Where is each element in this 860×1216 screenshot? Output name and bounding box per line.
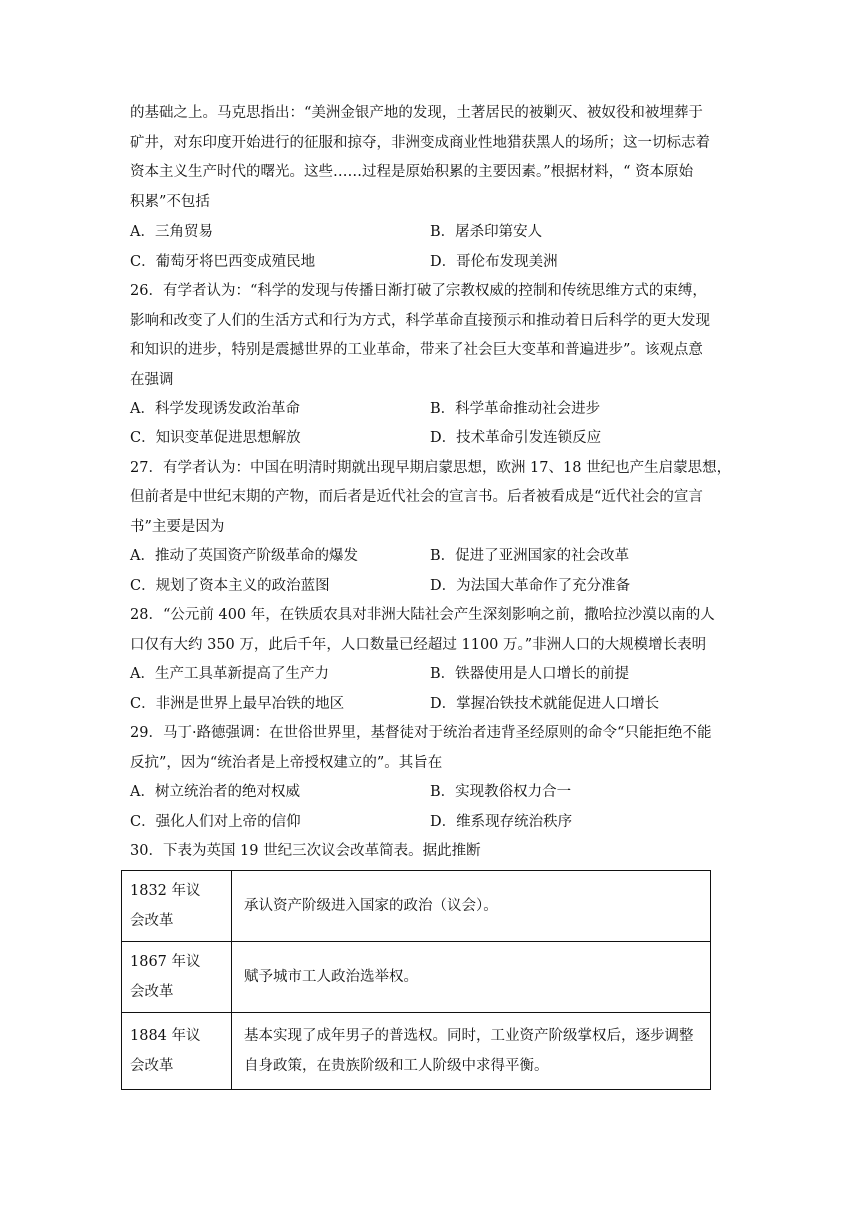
q25-line-3: 资本主义生产时代的曙光。这些……过程是原始积累的主要因素。”根据材料，“ 资本原始 — [130, 164, 694, 180]
q27-option-d: D．为法国大革命作了充分准备 — [430, 578, 631, 594]
q28-option-d: D．掌握冶铁技术就能促进人口增长 — [430, 696, 660, 712]
table-row — [122, 942, 711, 1013]
q28-line-1: 28．“公元前 400 年，在铁质农具对非洲大陆社会产生深刻影响之前，撒哈拉沙漠以南的人 — [130, 607, 715, 623]
desc-line: 赋予城市工人政治选举权。 — [244, 969, 418, 985]
q25-line-4: 积累”不包括 — [130, 194, 210, 210]
year-line: 会改革 — [130, 913, 174, 929]
q26-line-3: 和知识的进步，特别是震撼世界的工业革命，带来了社会巨大变革和普遍进步”。该观点意 — [130, 342, 703, 358]
table-desc-cell — [232, 1013, 711, 1090]
parliament-reform-table — [121, 870, 711, 1090]
q25-option-b: B．屠杀印第安人 — [430, 224, 543, 240]
q29-line-1: 29．马丁·路德强调：在世俗世界里，基督徒对于统治者违背圣经原则的命令“只能拒绝不能 — [130, 725, 712, 741]
q27-line-1: 27．有学者认为：中国在明清时期就出现早期启蒙思想，欧洲 17、18 世纪也产生启蒙思想， — [130, 460, 732, 476]
q25-line-1: 的基础之上。马克思指出：“美洲金银产地的发现，土著居民的被剿灭、被奴役和被埋葬于 — [130, 105, 703, 121]
q26-option-d: D．技术革命引发连锁反应 — [430, 430, 602, 446]
year-line: 1884 年议 — [130, 1028, 201, 1044]
q26-line-1: 26．有学者认为：“科学的发现与传播日渐打破了宗教权威的控制和传统思维方式的束缚， — [130, 283, 707, 299]
table-year-cell — [122, 1013, 232, 1090]
desc-line: 基本实现了成年男子的普选权。同时，工业资产阶级掌权后，逐步调整 — [244, 1028, 694, 1044]
q26-option-c: C．知识变革促进思想解放 — [130, 430, 301, 446]
q26-option-a: A．科学发现诱发政治革命 — [130, 401, 300, 417]
q25-option-c: C．葡萄牙将巴西变成殖民地 — [130, 254, 316, 270]
desc-line: 承认资产阶级进入国家的政治（议会）。 — [244, 898, 498, 914]
q28-option-a: A．生产工具革新提高了生产力 — [130, 666, 329, 682]
q30-line-1: 30．下表为英国 19 世纪三次议会改革简表。据此推断 — [130, 843, 481, 859]
table-row — [122, 871, 711, 942]
q25-line-2: 矿井，对东印度开始进行的征服和掠夺，非洲变成商业性地猎获黑人的场所；这一切标志着 — [130, 135, 710, 151]
q28-option-c: C．非洲是世界上最早冶铁的地区 — [130, 696, 345, 712]
q28-line-2: 口仅有大约 350 万，此后千年，人口数量已经超过 1100 万。”非洲人口的大规模增长表明 — [130, 637, 707, 653]
year-line: 会改革 — [130, 1058, 174, 1074]
q29-option-b: B．实现教俗权力合一 — [430, 784, 572, 800]
year-line: 会改革 — [130, 984, 174, 1000]
year-line: 1832 年议 — [130, 883, 201, 899]
q29-option-d: D．维系现存统治秩序 — [430, 814, 573, 830]
q27-option-b: B．促进了亚洲国家的社会改革 — [430, 548, 630, 564]
table-row — [122, 1013, 711, 1090]
q26-option-b: B．科学革命推动社会进步 — [430, 401, 601, 417]
table-desc-cell — [232, 871, 711, 942]
table-year-cell — [122, 871, 232, 942]
desc-line: 自身政策，在贵族阶级和工人阶级中求得平衡。 — [244, 1058, 549, 1074]
q27-option-a: A．推动了英国资产阶级革命的爆发 — [130, 548, 358, 564]
q27-option-c: C．规划了资本主义的政治蓝图 — [130, 578, 330, 594]
q29-option-c: C．强化人们对上帝的信仰 — [130, 814, 301, 830]
year-line: 1867 年议 — [130, 954, 201, 970]
table-desc-cell — [232, 942, 711, 1013]
q26-line-2: 影响和改变了人们的生活方式和行为方式，科学革命直接预示和推动着日后科学的更大发现 — [130, 313, 710, 329]
q28-option-b: B．铁器使用是人口增长的前提 — [430, 666, 630, 682]
q26-line-4: 在强调 — [130, 372, 174, 388]
q29-option-a: A．树立统治者的绝对权威 — [130, 784, 300, 800]
q25-option-a: A．三角贸易 — [130, 224, 213, 240]
table-year-cell — [122, 942, 232, 1013]
q27-line-3: 书”主要是因为 — [130, 519, 225, 535]
q25-option-d: D．哥伦布发现美洲 — [430, 254, 558, 270]
q27-line-2: 但前者是中世纪末期的产物，而后者是近代社会的宣言书。后者被看成是“近代社会的宣言 — [130, 489, 703, 505]
q29-line-2: 反抗”，因为“统治者是上帝授权建立的”。其旨在 — [130, 755, 443, 771]
